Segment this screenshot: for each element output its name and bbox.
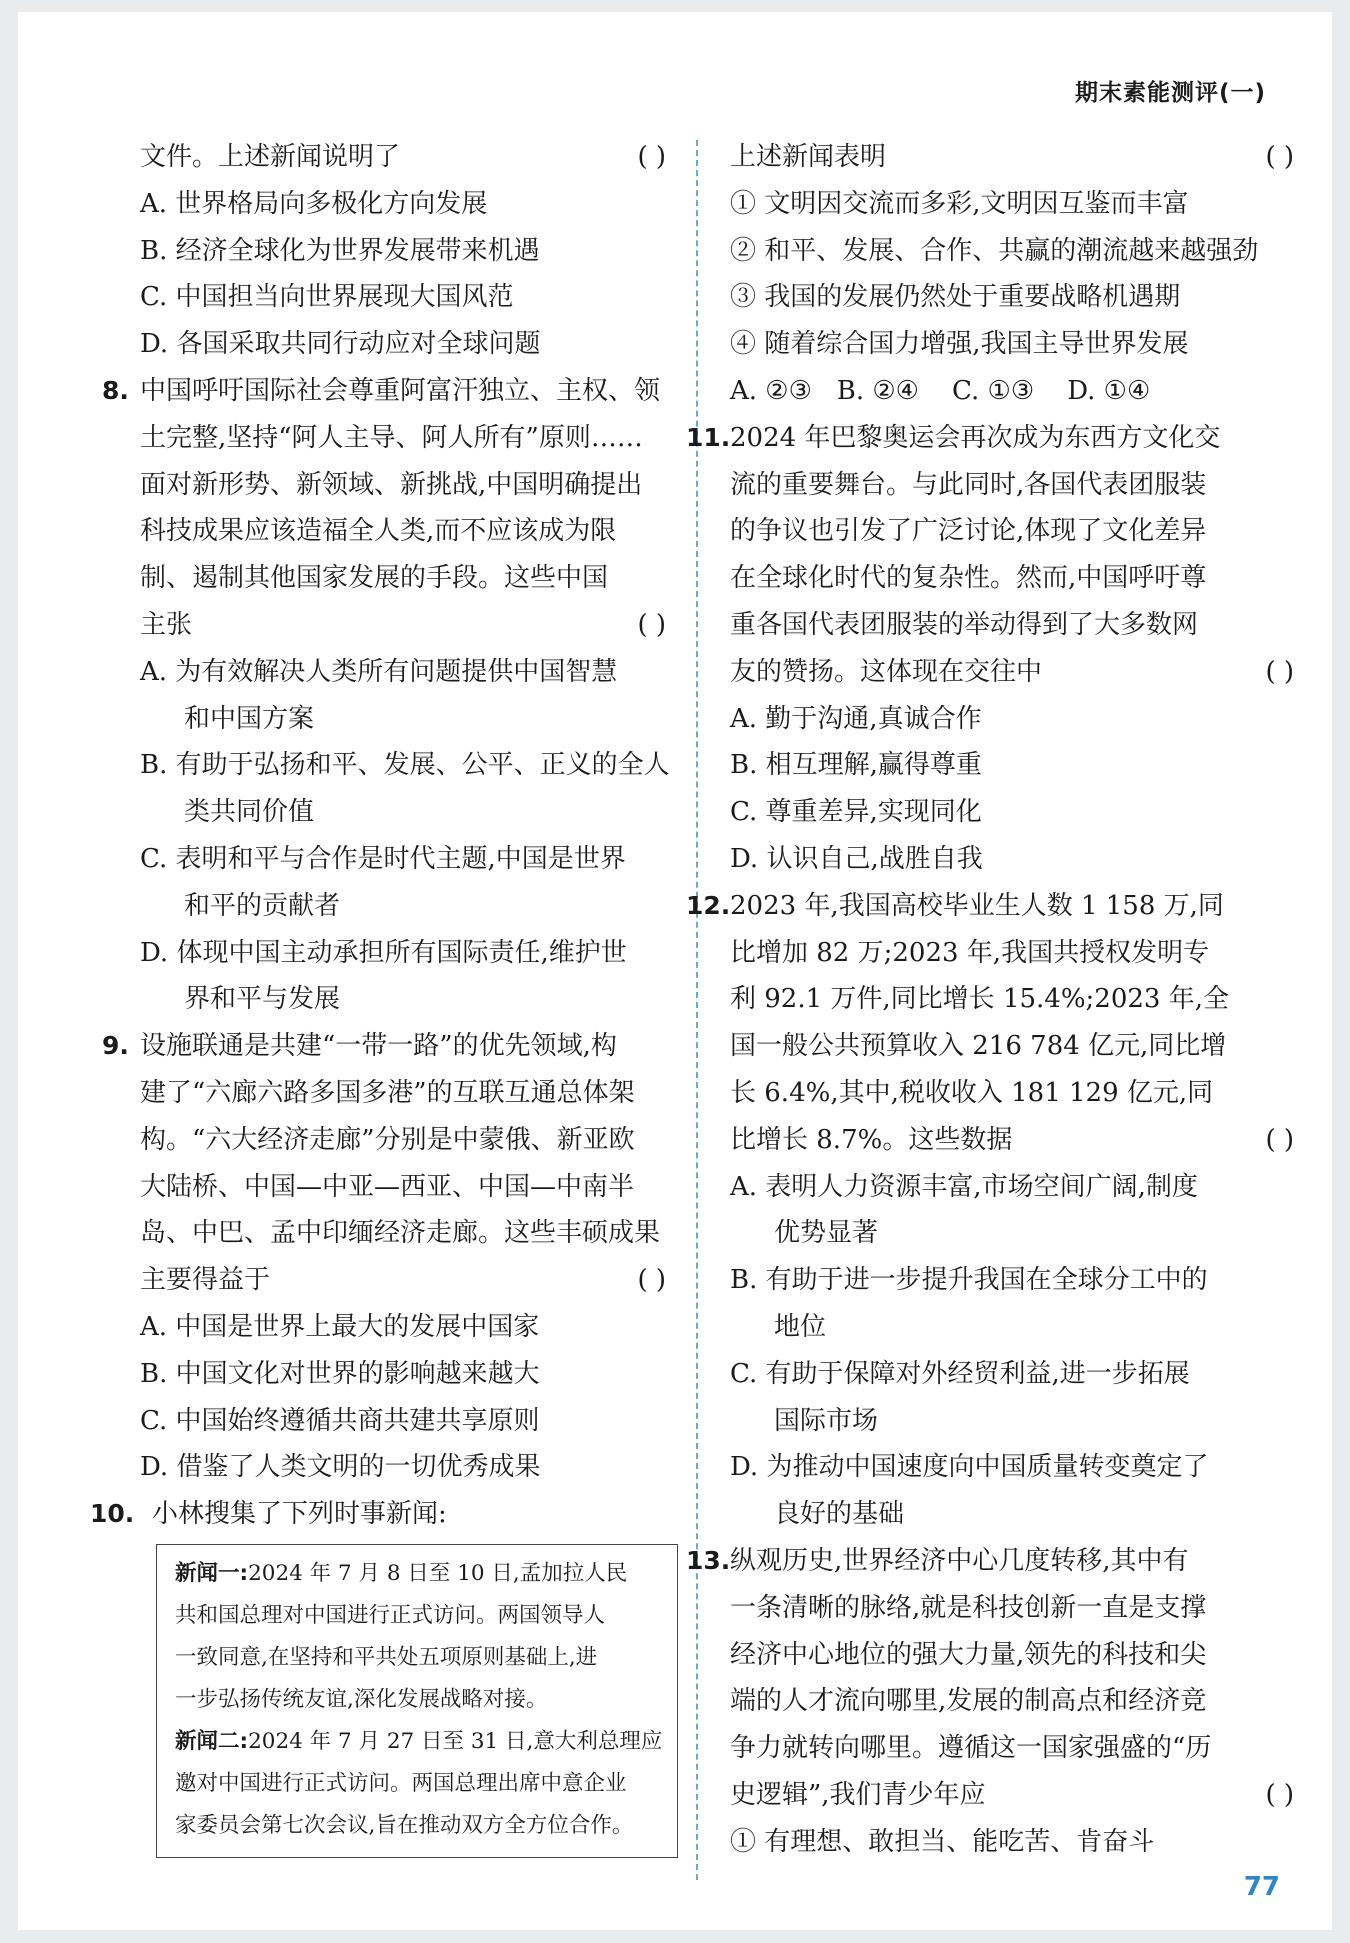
item-text: ④ 随着综合国力增强,我国主导世界发展 [730,329,1189,360]
q12-option-c [730,1351,1302,1398]
q9-stem-text: 建了“六廊六路多国多港”的互联互通总体架 [140,1077,635,1108]
q12-stem-line [730,976,1302,1023]
q7-option-c [102,274,674,321]
q7-stem-text: 文件。上述新闻说明了 [140,142,401,172]
q12-option-a-cont [730,1210,1302,1257]
q9-option-c [102,1398,674,1445]
q13-stem-line [730,1725,1302,1772]
option-text: A. 勤于沟通,真诚合作 [730,703,982,734]
q9-option-a [102,1304,674,1351]
option-text: B. 相互理解,赢得尊重 [730,750,982,781]
q12-stem-text: 长 6.4%,其中,税收收入 181 129 亿元,同 [730,1077,1214,1108]
news-line [175,1805,663,1847]
option-text: B. 有助于进一步提升我国在全球分工中的 [730,1265,1208,1296]
q8-stem-line [102,415,674,462]
q12-stem-line [686,883,1302,930]
news-text: 一致同意,在坚持和平共处五项原则基础上,进 [175,1644,598,1670]
q10-item [730,321,1302,368]
q12-stem-line [730,1023,1302,1070]
q13-stem-text: 经济中心地位的强大力量,领先的科技和尖 [730,1639,1207,1670]
q11-stem-line [730,508,1302,555]
q10-item [730,181,1302,228]
option-text: D. 为推动中国速度向中国质量转变奠定了 [730,1452,1209,1483]
q13-stem-text: 史逻辑”,我们青少年应 [730,1779,986,1810]
q13-stem-line [730,1772,1302,1819]
q8-stem-text: 面对新形势、新领域、新挑战,中国明确提出 [140,469,643,500]
item-text: ① 有理想、敢担当、能吃苦、肯奋斗 [730,1826,1155,1857]
option-text: 国际市场 [774,1405,879,1436]
q11-stem-text: 友的赞扬。这体现在交往中 [730,656,1043,687]
q12-stem-line [730,1070,1302,1117]
answer-paren: ( ) [637,1265,666,1296]
choices-text: A. ②③ B. ②④ C. ①③ D. ①④ [730,375,1151,406]
page-number: 77 [1243,1872,1280,1902]
option-text: 良好的基础 [774,1499,905,1530]
q8-stem-text: 科技成果应该造福全人类,而不应该成为限 [140,516,617,547]
q13-stem-line [730,1585,1302,1632]
question-number: 9. [102,1031,129,1061]
q12-stem-text: 2023 年,我国高校毕业生人数 1 158 万,同 [730,890,1224,921]
q9-stem-text: 设施联通是共建“一带一路”的优先领域,构 [140,1031,617,1062]
q8-stem-text: 土完整,坚持“阿人主导、阿人所有”原则…… [140,422,643,453]
right-column [686,134,1302,1865]
q12-option-d-cont [730,1491,1302,1538]
q8-stem-line [102,555,674,602]
option-text: 和平的贡献者 [184,890,341,921]
q8-option-a [102,649,674,696]
q11-stem-line [730,649,1302,696]
q12-option-b [730,1257,1302,1304]
q12-option-a [730,1164,1302,1211]
option-text: B. 经济全球化为世界发展带来机遇 [140,235,540,266]
q9-stem-line [102,1164,674,1211]
q8-option-b-cont [102,789,674,836]
q9-stem-line [102,1023,674,1070]
option-text: A. 为有效解决人类所有问题提供中国智慧 [140,656,618,687]
q11-stem-line [730,555,1302,602]
q10-item [730,274,1302,321]
q8-option-b [102,742,674,789]
q11-stem-text: 重各国代表团服装的举动得到了大多数网 [730,609,1199,640]
q10-item [730,228,1302,275]
news-text: 2024 年 7 月 8 日至 10 日,孟加拉人民 [248,1560,628,1586]
news-line [175,1637,663,1679]
option-text: 优势显著 [774,1218,879,1249]
q12-stem-text: 利 92.1 万件,同比增长 15.4%;2023 年,全 [730,984,1230,1015]
q11-stem-text: 在全球化时代的复杂性。然而,中国呼吁尊 [730,563,1207,594]
question-number: 11. [686,422,731,452]
q11-option-d [730,836,1302,883]
news-line [175,1553,663,1595]
answer-paren: ( ) [1265,1124,1294,1155]
q8-stem-text: 中国呼吁国际社会尊重阿富汗独立、主权、领 [140,375,661,406]
q7-stem-line [102,134,674,181]
q13-stem-text: 端的人才流向哪里,发展的制高点和经济竞 [730,1686,1207,1717]
q9-option-d [102,1444,674,1491]
q11-stem-text: 2024 年巴黎奥运会再次成为东西方文化交 [730,422,1221,453]
q12-option-c-cont [730,1398,1302,1445]
q11-stem-line [730,462,1302,509]
q13-stem-text: 争力就转向哪里。遵循这一国家强盛的“历 [730,1733,1212,1764]
q12-stem-text: 比增加 82 万;2023 年,我国共授权发明专 [730,937,1210,968]
item-text: ③ 我国的发展仍然处于重要战略机遇期 [730,282,1181,313]
option-text: B. 中国文化对世界的影响越来越大 [140,1358,540,1389]
q10-stem-line [90,1491,674,1538]
q9-stem-line [102,1117,674,1164]
q7-option-d [102,321,674,368]
q11-stem-text: 流的重要舞台。与此同时,各国代表团服装 [730,469,1207,500]
q12-stem-text: 国一般公共预算收入 216 784 亿元,同比增 [730,1031,1227,1062]
option-text: A. 中国是世界上最大的发展中国家 [140,1311,540,1342]
page-header-title: 期末素能测评(一) [1074,80,1266,106]
option-text: 地位 [774,1311,827,1342]
option-text: A. 世界格局向多极化方向发展 [140,188,488,219]
question-number: 13. [686,1545,731,1575]
q13-item [730,1819,1302,1866]
q10-choices [730,368,1302,415]
q8-option-d-cont [102,976,674,1023]
q7-option-b [102,228,674,275]
q10-tail-text: 上述新闻表明 [730,142,887,172]
page [18,12,1332,1930]
option-text: C. 中国担当向世界展现大国风范 [140,282,514,313]
q13-stem-line [686,1538,1302,1585]
q9-stem-text: 构。“六大经济走廊”分别是中蒙俄、新亚欧 [140,1124,635,1155]
question-number: 10. [90,1499,135,1529]
option-text: C. 有助于保障对外经贸利益,进一步拓展 [730,1358,1190,1389]
q8-option-c-cont [102,883,674,930]
option-text: D. 认识自己,战胜自我 [730,843,983,874]
left-column [90,134,674,1858]
q8-stem-line [102,508,674,555]
q10-tail-line [730,134,1302,181]
q8-stem-line [102,368,674,415]
option-text: 类共同价值 [184,797,315,828]
q9-stem-line [102,1257,674,1304]
q8-option-a-cont [102,696,674,743]
option-text: D. 体现中国主动承担所有国际责任,维护世 [140,937,627,968]
q12-option-d [730,1444,1302,1491]
q8-stem-text: 制、遏制其他国家发展的手段。这些中国 [140,563,609,594]
news-label: 新闻二: [175,1728,249,1754]
q7-option-a [102,181,674,228]
q12-stem-line [730,930,1302,977]
q9-stem-line [102,1210,674,1257]
q9-stem-text: 岛、中巴、孟中印缅经济走廊。这些丰硕成果 [140,1218,661,1249]
answer-paren: ( ) [637,609,666,640]
q12-stem-line [730,1117,1302,1164]
q13-stem-line [730,1678,1302,1725]
q10-stem-text: 小林搜集了下列时事新闻: [152,1499,447,1530]
q9-option-b [102,1351,674,1398]
q11-stem-line [730,602,1302,649]
option-text: C. 中国始终遵循共商共建共享原则 [140,1405,540,1436]
news-line [175,1763,663,1805]
q8-option-d [102,930,674,977]
q11-stem-text: 的争议也引发了广泛讨论,体现了文化差异 [730,516,1207,547]
option-text: D. 借鉴了人类文明的一切优秀成果 [140,1452,541,1483]
column-divider [696,140,698,1880]
item-text: ② 和平、发展、合作、共赢的潮流越来越强劲 [730,235,1259,266]
q8-stem-line [102,462,674,509]
news-line [175,1595,663,1637]
q12-option-b-cont [730,1304,1302,1351]
q8-option-c [102,836,674,883]
news-text: 家委员会第七次会议,旨在推动双方全方位合作。 [175,1812,634,1838]
q9-stem-line [102,1070,674,1117]
option-text: C. 表明和平与合作是时代主题,中国是世界 [140,843,626,874]
answer-paren: ( ) [1265,142,1294,172]
option-text: D. 各国采取共同行动应对全球问题 [140,329,541,360]
q11-option-b [730,742,1302,789]
question-number: 8. [102,375,129,405]
q13-stem-text: 纵观历史,世界经济中心几度转移,其中有 [730,1545,1189,1576]
news-text: 邀对中国进行正式访问。两国总理出席中意企业 [175,1770,627,1796]
news-label: 新闻一: [175,1560,249,1586]
option-text: 界和平与发展 [184,984,341,1015]
question-number: 12. [686,890,731,920]
option-text: C. 尊重差异,实现同化 [730,797,982,828]
q13-stem-text: 一条清晰的脉络,就是科技创新一直是支撑 [730,1592,1207,1623]
q9-stem-text: 大陆桥、中国—中亚—西亚、中国—中南半 [140,1171,635,1202]
q11-option-a [730,696,1302,743]
q12-stem-text: 比增长 8.7%。这些数据 [730,1124,1013,1155]
q11-stem-line [686,415,1302,462]
q11-option-c [730,789,1302,836]
item-text: ① 文明因交流而多彩,文明因互鉴而丰富 [730,188,1189,219]
option-text: A. 表明人力资源丰富,市场空间广阔,制度 [730,1171,1198,1202]
answer-paren: ( ) [637,142,666,172]
q9-stem-text: 主要得益于 [140,1265,271,1296]
q8-stem-line [102,602,674,649]
news-line [175,1679,663,1721]
option-text: 和中国方案 [184,703,315,734]
q13-stem-line [730,1632,1302,1679]
news-box [156,1544,678,1858]
news-line [175,1721,663,1763]
answer-paren: ( ) [1265,656,1294,687]
news-text: 一步弘扬传统友谊,深化发展战略对接。 [175,1686,548,1712]
news-text: 2024 年 7 月 27 日至 31 日,意大利总理应 [248,1728,663,1754]
news-text: 共和国总理对中国进行正式访问。两国领导人 [175,1602,606,1628]
q8-stem-text: 主张 [140,609,193,640]
option-text: B. 有助于弘扬和平、发展、公平、正义的全人 [140,750,670,781]
answer-paren: ( ) [1265,1779,1294,1810]
